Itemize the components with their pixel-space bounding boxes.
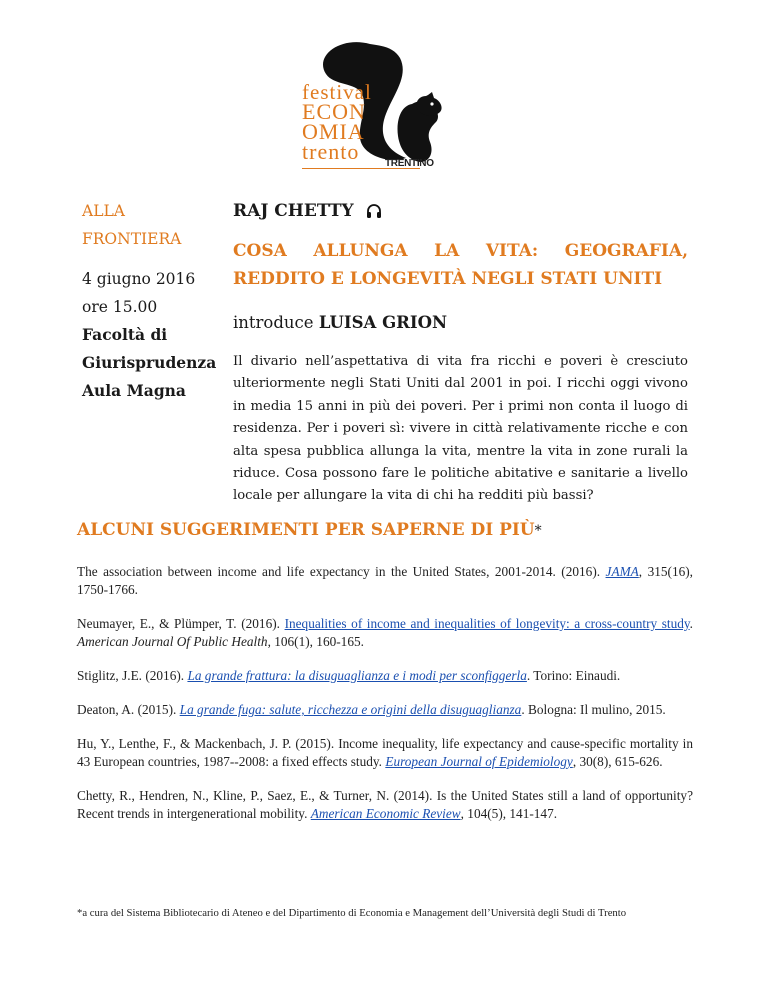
reference-item	[77, 735, 693, 771]
reference-journal: American Journal Of Public Health	[77, 634, 268, 649]
footnote-marker: *	[534, 523, 542, 539]
reference-link[interactable]: Inequalities of income and inequalities of longevity: a cross-country study	[284, 616, 690, 631]
intro-prefix: introduce	[233, 313, 314, 332]
suggestions-title: ALCUNI SUGGERIMENTI PER SAPERNE DI PIÙ	[77, 520, 535, 540]
title-word: GEOGRAFIA,	[564, 241, 688, 261]
reference-text: , 106(1), 160-165.	[267, 634, 364, 649]
sponsor-logo: TRENTINO	[385, 158, 434, 169]
reference-text: . Torino: Einaudi.	[526, 668, 621, 683]
logo-line-trento: trento	[302, 139, 360, 164]
reference-link[interactable]: JAMA	[605, 564, 639, 579]
reference-link[interactable]: American Economic Review	[310, 806, 461, 821]
reference-text: , 315(16), 1750-1766.	[77, 564, 693, 597]
reference-link[interactable]: La grande frattura: la disuguaglianza e i modi per sconfiggerla	[187, 668, 527, 683]
reference-text: .	[689, 616, 693, 631]
logo-line-omia: OMIA	[302, 119, 365, 144]
reference-text: Hu, Y., Lenthe, F., & Mackenbach, J. P. (2015). Income inequality, life expectancy and cause-specific mortality in 43 European countries, 1987--2008: a fixed effects study.	[77, 736, 693, 769]
logo-line-econ: ECON	[302, 99, 366, 124]
reference-text: Chetty, R., Hendren, N., Kline, P., Saez, E., & Turner, N. (2014). Is the United States still a land of opportunity? Recent trends in intergenerational mobility.	[77, 788, 693, 821]
reference-item	[77, 563, 693, 599]
reference-text: Stiglitz, J.E. (2016).	[77, 668, 188, 683]
event-date: 4 giugno 2016	[82, 270, 196, 288]
reference-link[interactable]: European Journal of Epidemiology	[385, 754, 573, 769]
event-time: ore 15.00	[82, 298, 158, 316]
introducer	[233, 311, 688, 335]
reference-link[interactable]: La grande fuga: salute, ricchezza e origini della disuguaglianza	[179, 702, 522, 717]
section-label: ALLA FRONTIERA	[82, 202, 182, 248]
festival-logo	[300, 38, 448, 178]
speaker-name: RAJ CHETTY	[233, 201, 354, 221]
reference-text: Neumayer, E., & Plümper, T. (2016).	[77, 616, 285, 631]
reference-item	[77, 615, 693, 651]
logo-line-festival: festival	[302, 80, 372, 104]
reference-text: Deaton, A. (2015).	[77, 702, 180, 717]
title-word: COSA	[233, 241, 287, 261]
speaker-row	[233, 197, 688, 225]
reference-item	[77, 787, 693, 823]
title-word: LA	[434, 241, 460, 261]
talk-info	[233, 197, 688, 508]
talk-abstract: Il divario nell’aspettativa di vita fra ricchi e poveri è cresciuto ulteriormente negli Stati Uniti dal 2001 in poi. I ricchi oggi vivono in media 15 anni in più dei poveri. Per i primi non conta il luogo di residenza. Per i poveri sì: vivere in città relativamente ricche e con alta spesa pubblica allunga la vita, mentre la vita in zone rurali la riduce. Cosa possono fare le politiche abitative e sanitarie a livello locale per allungare la vita di chi ha redditi più bassi?	[233, 354, 688, 504]
title-word: ALLUNGA	[313, 241, 408, 261]
talk-title	[233, 237, 688, 293]
venue-line-1: Facoltà di	[82, 325, 168, 344]
venue-line-3: Aula Magna	[82, 381, 186, 400]
suggestions-heading	[77, 520, 542, 540]
intro-name: LUISA GRION	[318, 313, 448, 332]
title-word: VITA:	[485, 241, 539, 261]
reference-list	[77, 563, 693, 839]
footnote: *a cura del Sistema Bibliotecario di Ateneo e del Dipartimento di Economia e Management dell’Università degli Studi di Trento	[77, 907, 627, 919]
venue-line-2: Giurisprudenza	[82, 353, 217, 372]
title-line-2: REDDITO E LONGEVITÀ NEGLI STATI UNITI	[233, 269, 663, 289]
reference-item	[77, 667, 693, 685]
reference-text: . Bologna: Il mulino, 2015.	[521, 702, 666, 717]
headphones-icon[interactable]	[366, 203, 382, 219]
reference-text: The association between income and life expectancy in the United States, 2001-2014. (2016).	[77, 564, 606, 579]
reference-text: , 104(5), 141-147.	[460, 806, 558, 821]
event-info	[82, 197, 217, 405]
reference-text: , 30(8), 615-626.	[572, 754, 663, 769]
reference-item	[77, 701, 693, 719]
